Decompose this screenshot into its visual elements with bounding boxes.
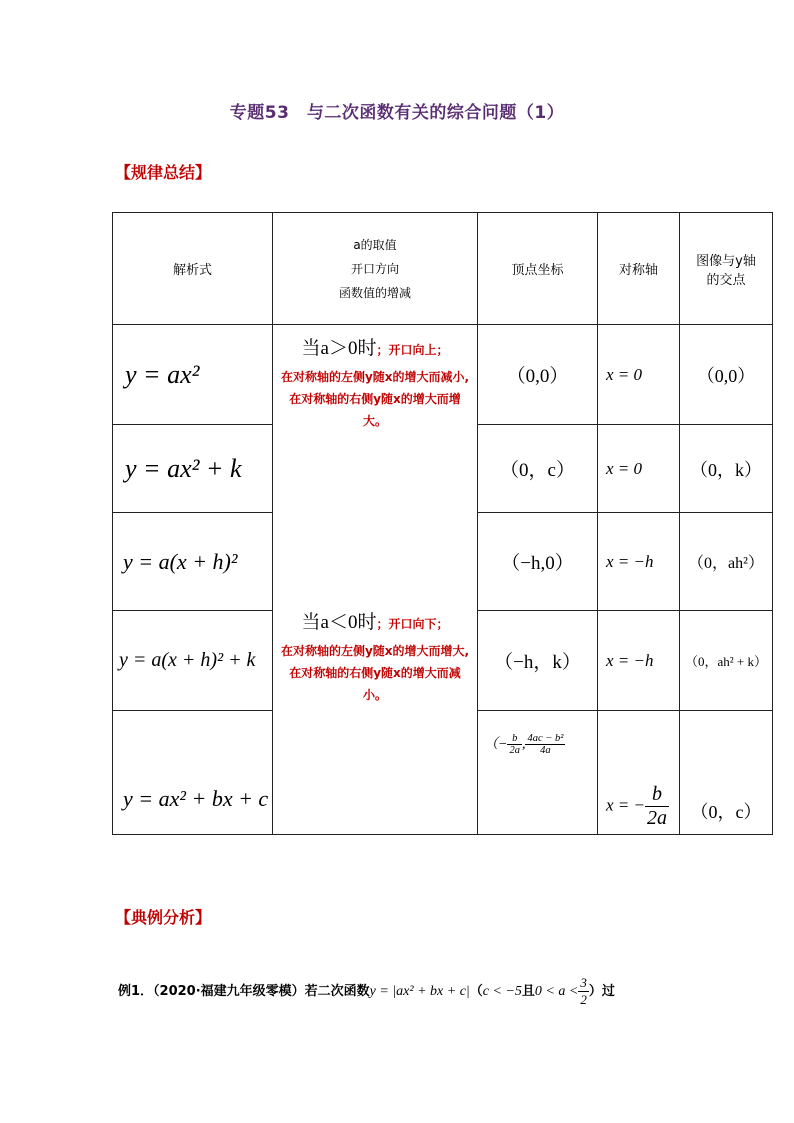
example-1-fraction-numerator: 3 <box>580 975 587 990</box>
condition-negative-text: 当a＜0时 <box>301 612 377 633</box>
axis-cell <box>598 711 680 835</box>
axis-prefix: x = − <box>606 795 645 815</box>
vertex-cell: （0，c） <box>478 425 598 513</box>
axis-numerator: b <box>645 783 669 807</box>
example-1 <box>118 975 615 1008</box>
vertex-y-denominator: 4a <box>540 745 551 757</box>
negative-monotonicity-text: 在对称轴的左侧y随x的增大而增大,在对称轴的右侧y随x的增大而减小。 <box>280 644 470 702</box>
axis-cell: x = 0 <box>598 425 680 513</box>
example-1-cond-open: （ <box>469 984 483 999</box>
example-1-fraction-denominator: 2 <box>580 992 587 1007</box>
header-vertex: 顶点坐标 <box>478 213 598 325</box>
condition-positive <box>279 333 471 360</box>
summary-table <box>112 212 773 835</box>
example-1-function: y = |ax² + bx + c| <box>369 984 470 999</box>
vertex-y-fraction <box>525 733 565 756</box>
header-axis: 对称轴 <box>598 213 680 325</box>
vertex-y-numerator: 4ac − b² <box>527 733 564 745</box>
section-heading-summary: 【规律总结】 <box>115 163 212 182</box>
example-1-cond-and: 且 <box>521 984 535 999</box>
axis-cell: x = −h <box>598 513 680 611</box>
condition-negative <box>279 607 471 634</box>
page-title: 专题53 与二次函数有关的综合问题（1） <box>229 103 565 123</box>
vertex-cell: （0,0） <box>478 325 598 425</box>
intersect-cell: （0,0） <box>680 325 773 425</box>
formula-cell: y = a(x + h)² <box>113 513 273 611</box>
intersect-cell: （0，c） <box>680 711 773 835</box>
vertex-cell: （−h,0） <box>478 513 598 611</box>
opening-down-note: ；开口向下； <box>376 617 449 631</box>
example-1-cond-a: 0 < a < <box>534 984 579 999</box>
positive-monotonicity-text: 在对称轴的左侧y随x的增大而减小,在对称轴的右侧y随x的增大而增大。 <box>280 370 470 428</box>
header-a-value <box>273 213 478 325</box>
example-1-label: 例1．（2020·福建九年级零模）若二次函数 <box>118 984 370 999</box>
vertex-cell: （−h，k） <box>478 611 598 711</box>
axis-fraction <box>645 783 669 830</box>
header-a-value-line2: 开口方向 <box>350 261 399 276</box>
intersect-cell: （0，ah²） <box>680 513 773 611</box>
positive-a-block <box>279 333 471 432</box>
intersect-cell: （0，k） <box>680 425 773 513</box>
header-intersect <box>680 213 773 325</box>
section-heading-examples: 【典例分析】 <box>115 908 212 927</box>
header-a-value-line1: a的取值 <box>353 237 397 252</box>
axis-cell: x = 0 <box>598 325 680 425</box>
vertex-cell: （− $\frac{b}{2a}$ , $\frac{\text{4ac − b²}}{4a}$ <box>478 711 598 835</box>
example-1-tail: ）过 <box>588 984 615 999</box>
header-intersect-line1: 图像与y轴 <box>696 253 756 269</box>
formula-cell: y = a(x + h)² + k <box>113 611 273 711</box>
header-a-value-line3: 函数值的增减 <box>338 285 411 300</box>
table-header-row <box>113 213 773 325</box>
vertex-x-numerator: b <box>507 733 522 745</box>
example-1-fraction <box>578 975 589 1008</box>
formula-cell: y = ax² + bx + c <box>113 711 273 835</box>
vertex-x-fraction <box>507 733 522 756</box>
opening-up-note: ；开口向上； <box>376 343 449 357</box>
header-intersect-line2: 的交点 <box>706 272 746 288</box>
condition-positive-text: 当a＞0时 <box>301 338 377 359</box>
axis-cell: x = −h <box>598 611 680 711</box>
table-row <box>113 325 773 425</box>
formula-cell: y = ax² <box>113 325 273 425</box>
a-value-description-cell <box>273 325 478 835</box>
axis-denominator: 2a <box>647 807 667 829</box>
intersect-cell: （0，ah² + k） <box>680 611 773 711</box>
negative-a-block <box>279 607 471 706</box>
vertex-prefix: （− <box>484 737 508 752</box>
example-1-cond-c: c < −5 <box>482 984 522 999</box>
header-formula: 解析式 <box>113 213 273 325</box>
vertex-x-denominator: 2a <box>509 745 520 757</box>
formula-cell: y = ax² + k <box>113 425 273 513</box>
